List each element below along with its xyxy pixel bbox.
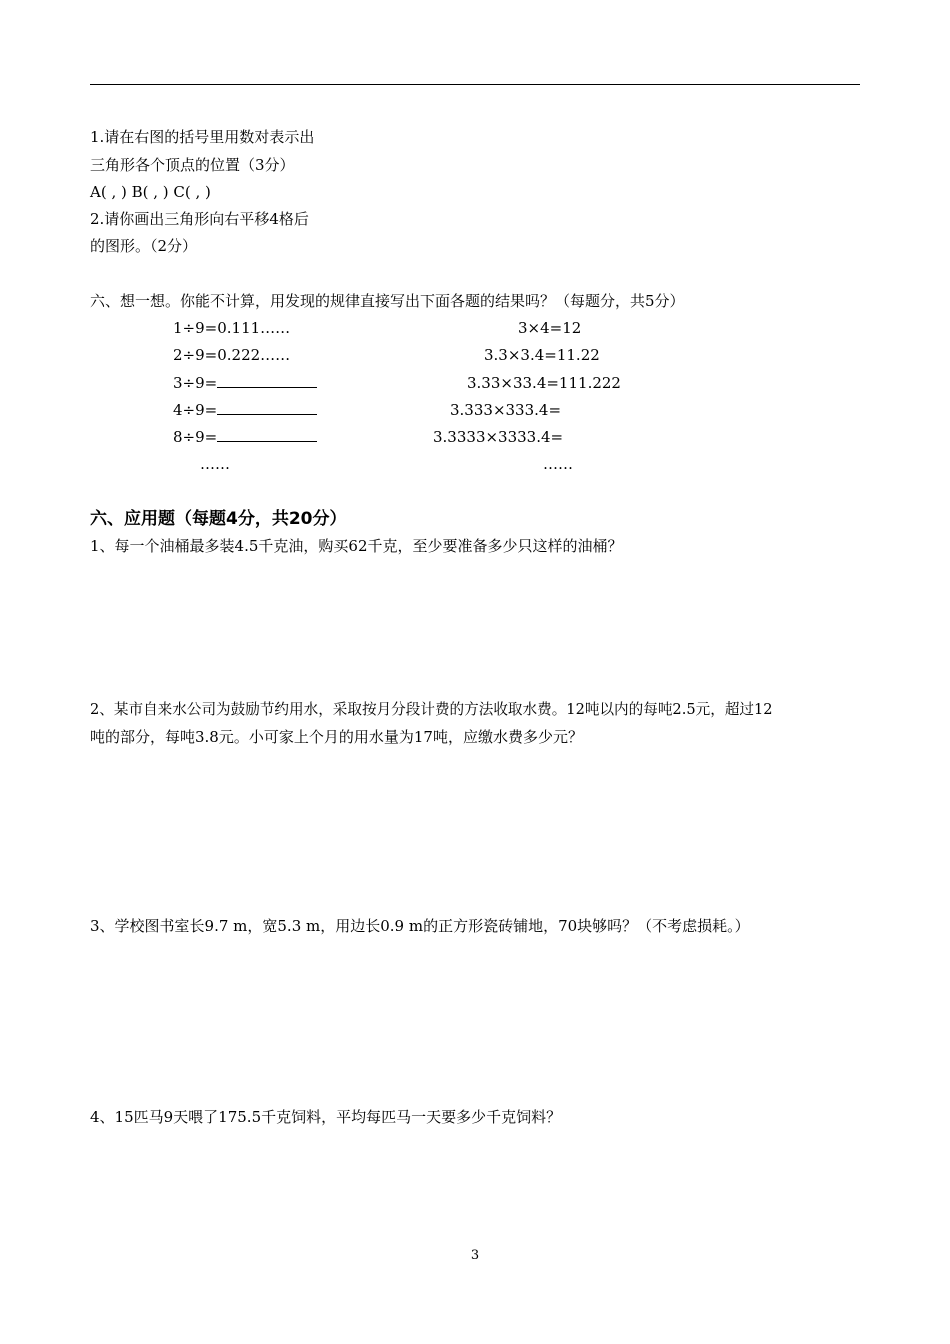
pattern-left-3: 3÷9= [173, 373, 317, 393]
applied-section-title: 六、应用题（每题4分，共20分） [90, 509, 347, 529]
q2-line1: 2.请你画出三角形向右平移4格后 [90, 210, 309, 228]
pattern-left-ellipsis: …… [200, 455, 230, 473]
answer-blank[interactable] [217, 373, 317, 388]
applied-q3: 3、学校图书室长9.7 m，宽5.3 m，用边长0.9 m的正方形瓷砖铺地，70块够吗？（不考虑损耗。） [90, 917, 750, 935]
answer-blank[interactable] [217, 427, 317, 442]
pattern-right-5: 3.3333×3333.4= [433, 428, 564, 446]
pattern-right-1: 3×4=12 [518, 319, 582, 337]
pattern-left-1: 1÷9=0.111…… [173, 319, 291, 337]
pattern-right-3: 3.33×33.4=111.222 [467, 374, 621, 392]
q1-line2: 三角形各个顶点的位置（3分） [90, 156, 295, 174]
applied-q2-line2: 吨的部分，每吨3.8元。小可家上个月的用水量为17吨，应缴水费多少元？ [90, 728, 583, 746]
pattern-left-5: 8÷9= [173, 427, 317, 447]
page-number: 3 [470, 1248, 480, 1263]
answer-blank[interactable] [217, 400, 317, 415]
applied-q1: 1、每一个油桶最多装4.5千克油，购买62千克，至少要准备多少只这样的油桶？ [90, 537, 623, 555]
pattern-left-2: 2÷9=0.222…… [173, 346, 291, 364]
vertex-coords: A( , ) B( , ) C( , ) [90, 183, 211, 201]
header-rule [90, 84, 860, 85]
applied-q2-line1: 2、某市自来水公司为鼓励节约用水，采取按月分段计费的方法收取水费。12吨以内的每吨2.5元，超过12 [90, 701, 773, 718]
pattern-right-ellipsis: …… [543, 455, 573, 473]
pattern-left-4: 4÷9= [173, 400, 317, 420]
applied-q4: 4、15匹马9天喂了175.5千克饲料，平均每匹马一天要多少千克饲料？ [90, 1108, 562, 1126]
section6-title: 六、想一想。你能不计算，用发现的规律直接写出下面各题的结果吗？（每题分，共5分） [90, 292, 685, 310]
pattern-right-2: 3.3×3.4=11.22 [484, 346, 600, 364]
pattern-right-4: 3.333×333.4= [450, 401, 562, 419]
q1-line1: 1.请在右图的括号里用数对表示出 [90, 128, 315, 146]
q2-line2: 的图形。（2分） [90, 237, 198, 255]
